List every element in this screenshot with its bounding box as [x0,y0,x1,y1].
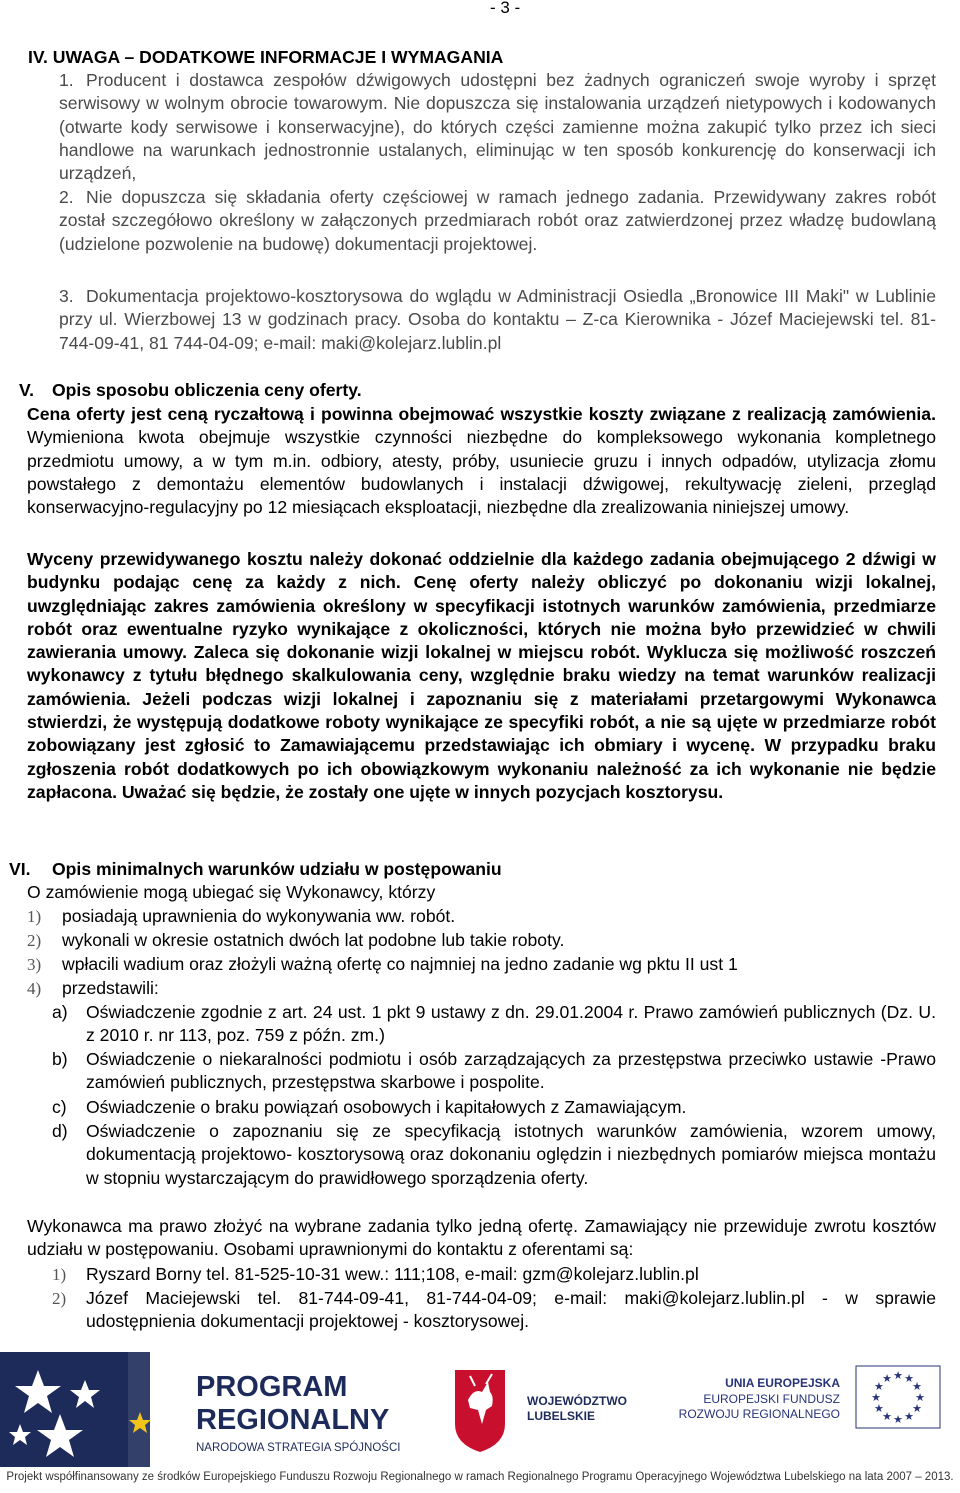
eu-star-icon: ★ [882,1411,892,1424]
eu-star-icon: ★ [893,1370,903,1382]
price-scope: Wymieniona kwota obejmuje wszystkie czynności niezbędne do kompleksowego wykonania kompletnego przedmiotu umowy, a w tym m.in. odbiory, atesty, próby, usuniecie gruzu i innych odpadów, utylizacja złomu powstałego z demontażu elementów budowlanych i instalacji dźwigowej, rekultywację zieleni, przegląd konserwacyjno-regulacyjny po 12 miesiącach eksploatacji, niezbędne dla zrealizowania niniejszej umowy. [27,427,936,518]
contact-label: 1) [52,1265,67,1284]
eu-star-icon: ★ [915,1392,925,1404]
section-iv-item1-label: 1. [59,70,74,90]
eu-star-icon: ★ [904,1411,914,1424]
contact-text: Ryszard Borny tel. 81-525-10-31 wew.: 111;108, e-mail: gzm@kolejarz.lublin.pl [86,1264,699,1284]
eu-star-icon: ★ [871,1392,881,1404]
section-v-title: Opis sposobu obliczenia ceny oferty. [52,380,362,400]
condition-text: wykonali w okresie ostatnich dwóch lat podobne lub takie roboty. [62,930,565,950]
section-v-paragraph-1 [27,403,936,519]
document-text: Oświadczenie o braku powiązań osobowych i kapitałowych z Zamawiającym. [86,1097,687,1117]
condition-label: 1) [27,907,42,926]
document-text: Oświadczenie o niekaralności podmiotu i osób zarządzających za przestępstwa przeciwko ustawie -Prawo zamówień publicznych, przestępstwa skarbowe i pospolite. [86,1049,936,1093]
document-label: b) [52,1049,68,1069]
ue-line-2: EUROPEJSKI FUNDUSZ [703,1392,840,1406]
program-line-1: PROGRAM [196,1371,348,1403]
wojewodztwo-lubelskie-logo [455,1370,627,1452]
footer-logo-strip [0,1352,960,1472]
funding-note: Projekt współfinansowany ze środków Europejskiego Funduszu Rozwoju Regionalnego w ramach Regionalnego Programu Operacyjnego Województwa Lubelskiego na lata 2007 – 2013. [6,1471,954,1483]
eu-star-icon: ★ [904,1372,914,1385]
program-line-2: REGIONALNY [196,1404,390,1436]
ue-line-3: ROZWOJU REGIONALNEGO [678,1407,840,1421]
eu-star-icon: ★ [912,1381,922,1393]
document-label: a) [52,1002,68,1022]
document-text: Oświadczenie zgodnie z art. 24 ust. 1 pkt 9 ustawy z dn. 29.01.2004 r. Prawo zamówień publicznych (Dz. U. z 2010 r. nr 113, poz. 759 z późn. zm.) [86,1002,936,1046]
program-line-3: NARODOWA STRATEGIA SPÓJNOŚCI [196,1442,401,1454]
section-iv-title: IV. UWAGA – DODATKOWE INFORMACJE I WYMAGANIA [28,47,504,67]
document-label: d) [52,1121,68,1141]
section-vi-label: VI. [9,859,31,879]
eu-logo [679,1366,940,1428]
footer-logos [0,1352,960,1493]
contact-label: 2) [52,1289,67,1308]
page-number: - 3 - [490,0,521,17]
contact-text: Józef Maciejewski tel. 81-744-09-41, 81-744-04-09; e-mail: maki@kolejarz.lublin.pl - w sprawie udostępnienia dokumentacji projektowej - kosztorysowej. [86,1288,936,1332]
condition-label: 2) [27,931,42,950]
document-text: Oświadczenie o zapoznaniu się ze specyfikacją istotnych warunków zamówienia, wzorem umowy, dokumentacją projektowo- kosztorysową oraz dokonaniu oględzin i niezbędnych pomiarów miejsca montażu w stopniu wystarczającym do prawidłowego sporządzenia oferty. [86,1121,936,1188]
section-iv-item2-text: Nie dopuszcza się składania oferty częściowej w ramach jednego zadania. Przewidywany zakres robót został szczegółowo określony w załączonych przedmiarach robót oraz zatwierdzonej przez władzę budowlaną (udzielone pozwolenie na budowę) dokumentacji projektowej. [59,187,936,254]
wojewodztwo-line-1: WOJEWÓDZTWO [527,1394,627,1408]
eu-star-icon: ★ [912,1403,922,1415]
section-v-paragraph-2: Wyceny przewidywanego kosztu należy dokonać oddzielnie dla każdego zadania obejmującego 2 dźwigi w budynku podając cenę za każdy z nich. Cenę oferty należy obliczyć po dokonaniu wizji lokalnej, uwzględniając zakres zamówienia określony w specyfikacji istotnych warunków zamówienia, przedmiarze robót oraz ewentualne ryzyko wynikające z okoliczności, których nie można było przewidzieć w chwili zawierania umowy. Zaleca się dokonanie wizji lokalnej w miejscu robót. Wyklucza się możliwość roszczeń wykonawcy z tytułu błędnego skalkulowania ceny, względnie braku wiedzy na temat warunków realizacji zamówienia. Jeżeli podczas wizji lokalnej i zapoznaniu się z materiałami przetargowymi Wykonawca stwierdzi, że występują dodatkowe roboty wynikające ze specyfiki robót, a nie są ujęte w przedmiarze robót zobowiązany jest zgłosić to Zamawiającemu przedstawiając ich obmiary i wycenę. W przypadku braku zgłoszenia robót dodatkowych po ich obowiązkowym wykonaniu należność za ich wykonanie nie będzie zapłacona. Uważać się będzie, że zostały one ujęte w innych pozycjach kosztorysu. [27,549,936,802]
section-v-label: V. [19,380,35,400]
eu-star-icon: ★ [882,1372,892,1385]
section-vi-intro: O zamówienie mogą ubiegać się Wykonawcy, którzy [27,882,436,902]
section-iv-item3-text: Dokumentacja projektowo-kosztorysowa do wglądu w Administracji Osiedla „Bronowice III Maki" w Lublinie przy ul. Wierzbowej 13 w godzinach pracy. Osoba do kontaktu – Z-ca Kierownika - Józef Maciejewski tel. 81-744-09-41, 81 744-04-09; e-mail: maki@kolejarz.lublin.pl [59,286,936,353]
eu-star-icon: ★ [874,1381,884,1393]
condition-text: wpłacili wadium oraz złożyli ważną ofertę co najmniej na jedno zadanie wg pktu II ust 1 [62,954,738,974]
eu-star-icon: ★ [874,1403,884,1415]
condition-text: przedstawili: [62,978,159,998]
condition-text: posiadają uprawnienia do wykonywania ww. robót. [62,906,456,926]
wojewodztwo-line-2: LUBELSKIE [527,1409,596,1423]
section-vi-closing: Wykonawca ma prawo złożyć na wybrane zadania tylko jedną ofertę. Zamawiający nie przewiduje zwrotu kosztów udziału w postępowaniu. Osobami uprawnionymi do kontaktu z oferentami są: [27,1216,936,1260]
document-label: c) [52,1097,67,1117]
program-regionalny-logo [0,1352,400,1467]
section-vi-title: Opis minimalnych warunków udziału w postępowaniu [52,859,502,879]
ue-line-1: UNIA EUROPEJSKA [725,1376,840,1390]
section-iv-item2-label: 2. [59,187,74,207]
section-iv-item1-text: Producent i dostawca zespołów dźwigowych udostępni bez żadnych ograniczeń swoje wyroby i sprzęt serwisowy w wolnym obrocie towarowym. Nie dopuszcza się instalowania urządzeń nietypowych i kodowanych (otwarte kody serwisowe i konserwacyjne), do których części zamienne można zakupić tylko przez ich sieci handlowe na warunkach jednostronnie ustalanych, eliminując w ten sposób konkurencję do konserwacji ich urządzeń, [59,70,936,184]
eu-star-icon: ★ [893,1414,903,1426]
condition-label: 4) [27,979,42,998]
section-iv-item3-label: 3. [59,286,74,306]
price-definition: Cena oferty jest ceną ryczałtową i powinna obejmować wszystkie koszty związane z realizacją zamówienia. [27,404,936,424]
condition-label: 3) [27,955,42,974]
